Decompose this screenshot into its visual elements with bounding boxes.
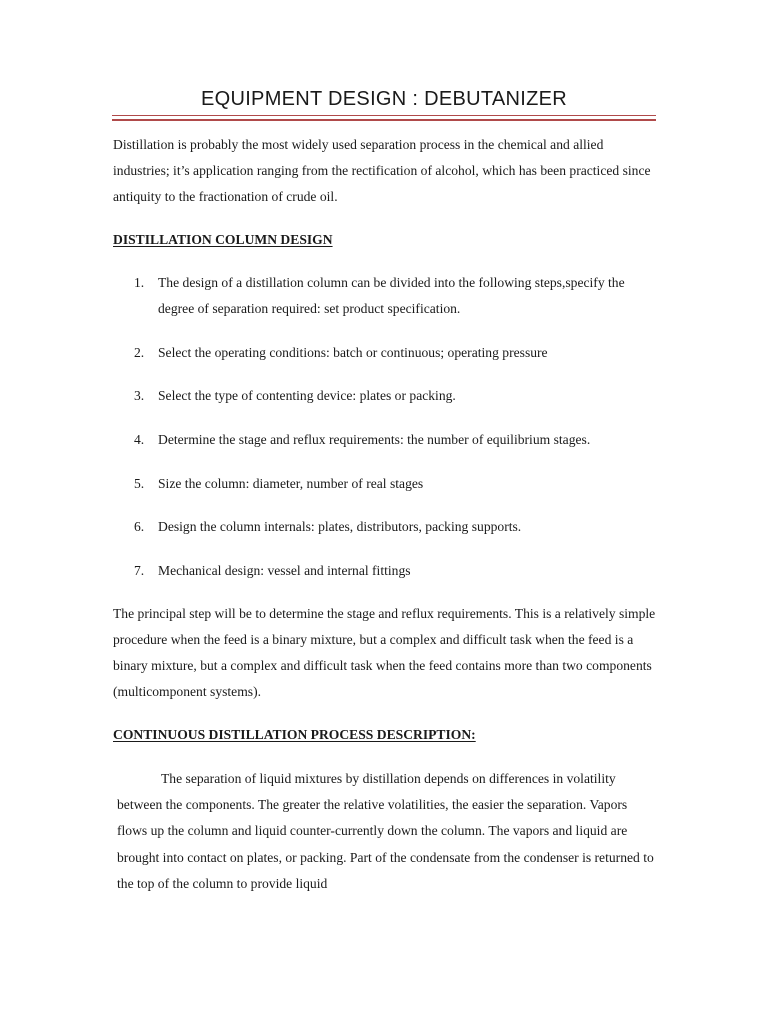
title-rule-thick [112, 119, 656, 121]
list-item [134, 514, 664, 540]
list-item-text: Select the type of contenting device: plates or packing. [158, 388, 456, 403]
list-item-number: 2. [134, 345, 145, 360]
list-item-text: Determine the stage and reflux requirements: the number of equilibrium stages. [158, 432, 591, 447]
list-item [134, 383, 664, 409]
list-item-text: Design the column internals: plates, distributors, packing supports. [158, 519, 522, 534]
intro-paragraph: Distillation is probably the most widely used separation process in the chemical and allied industries; it’s application ranging from the rectification of alcohol, which has been practiced since antiquity to the fractionation of crude oil. [113, 137, 651, 204]
list-item-text: The design of a distillation column can be divided into the following steps,specify the degree of separation required: set product specification. [158, 275, 625, 316]
list-item-number: 1. [134, 275, 145, 290]
title-rule-thin [112, 115, 656, 116]
principal-paragraph: The principal step will be to determine the stage and reflux requirements. This is a relatively simple procedure when the feed is a binary mixture, but a complex and difficult task when the feed is a binary mixture, but a complex and difficult task when the feed contains more than two components (multicomponent systems). [113, 606, 656, 699]
section-heading-distillation-column-design: DISTILLATION COLUMN DESIGN [113, 232, 333, 247]
list-item-number: 5. [134, 476, 145, 491]
list-item [134, 427, 664, 453]
process-paragraph: The separation of liquid mixtures by distillation depends on differences in volatility between the components. The greater the relative volatilities, the easier the separation. Vapors flows up the column and liquid counter-currently down the column. The vapors and liquid are brought into contact on plates, or packing. Part of the condensate from the condenser is returned to the top of the column to provide liquid [117, 771, 654, 891]
list-item-number: 6. [134, 519, 145, 534]
list-item-text: Select the operating conditions: batch or continuous; operating pressure [158, 345, 548, 360]
list-item [134, 558, 664, 584]
list-item-number: 3. [134, 388, 145, 403]
list-item-text: Size the column: diameter, number of real stages [158, 476, 424, 491]
list-item-number: 4. [134, 432, 145, 447]
list-item [134, 471, 664, 497]
list-item-text: Mechanical design: vessel and internal fittings [158, 563, 411, 578]
list-item [134, 340, 664, 366]
section-heading-continuous-distillation: CONTINUOUS DISTILLATION PROCESS DESCRIPTION: [113, 727, 476, 742]
document-title: EQUIPMENT DESIGN : DEBUTANIZER [200, 88, 568, 110]
list-item-number: 7. [134, 563, 145, 578]
list-item [134, 270, 664, 322]
